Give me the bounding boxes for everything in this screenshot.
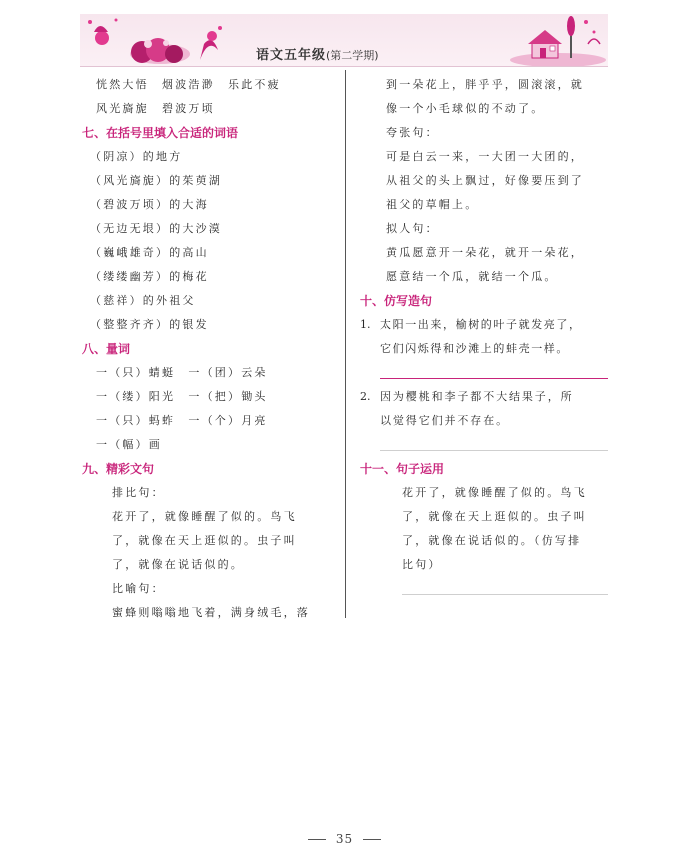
house-decoration-icon	[498, 14, 608, 66]
header-title: 语文五年级(第二学期)	[256, 48, 379, 63]
text-line: 祖父的草帽上。	[386, 198, 479, 211]
item-number: 2.	[360, 390, 371, 403]
list-item: 一（只）蜻蜓 一（团）云朵	[96, 366, 268, 379]
list-item: （整整齐齐）的银发	[90, 318, 209, 331]
page-number: 35	[335, 832, 354, 846]
text-line: 黄瓜愿意开一朵花，就开一朵花，	[386, 246, 584, 259]
flower-decoration-icon	[80, 14, 230, 66]
list-item: 一（缕）阳光 一（把）锄头	[96, 390, 268, 403]
text-line: 因为樱桃和李子都不大结果子，所	[380, 390, 574, 403]
answer-rule	[380, 378, 608, 379]
answer-rule	[380, 450, 608, 451]
footer-dash	[308, 839, 326, 840]
list-item: （碧波万顷）的大海	[90, 198, 209, 211]
list-item: （阴凉）的地方	[90, 150, 183, 163]
text-line: 夸张句：	[386, 126, 439, 139]
page-footer	[0, 832, 689, 846]
section-heading-11: 十一、句子运用	[360, 462, 445, 476]
text-line: 排比句：	[112, 486, 165, 499]
list-item: （无边无垠）的大沙漠	[90, 222, 222, 235]
list-item: （风光旖旎）的茱萸湖	[90, 174, 222, 187]
section-heading-9: 九、精彩文句	[82, 462, 155, 476]
footer-dash	[363, 839, 381, 840]
text-line: 它们闪烁得和沙滩上的蚌壳一样。	[380, 342, 569, 355]
text-line: 蜜蜂则嗡嗡地飞着，满身绒毛，落	[112, 606, 310, 619]
text-line: 比喻句：	[112, 582, 165, 595]
text-line: 风光旖旎 碧波万顷	[96, 102, 215, 115]
text-line: 太阳一出来，榆树的叶子就发亮了，	[380, 318, 582, 331]
text-line: 像一个小毛球似的不动了。	[386, 102, 545, 115]
text-line: 愿意结一个瓜，就结一个瓜。	[386, 270, 558, 283]
text-line: 了，就像在天上逛似的。虫子叫	[402, 510, 587, 523]
text-line: 花开了，就像睡醒了似的。鸟飞	[112, 510, 297, 523]
section-heading-10: 十、仿写造句	[360, 294, 433, 308]
text-line: 从祖父的头上飘过，好像要压到了	[386, 174, 584, 187]
list-item: （慈祥）的外祖父	[90, 294, 196, 307]
text-line: 以觉得它们并不存在。	[380, 414, 509, 427]
text-line: 了，就像在天上逛似的。虫子叫	[112, 534, 297, 547]
text-line: 了，就像在说话似的。	[112, 558, 244, 571]
text-line: 花开了，就像睡醒了似的。鸟飞	[402, 486, 587, 499]
list-item: （巍峨雄奇）的高山	[90, 246, 209, 259]
text-line: 可是白云一来，一大团一大团的，	[386, 150, 584, 163]
column-divider	[345, 70, 346, 618]
text-line: 比句）	[402, 558, 442, 571]
list-item: （缕缕幽芳）的梅花	[90, 270, 209, 283]
text-line: 拟人句：	[386, 222, 439, 235]
list-item: 一（幅）画	[96, 438, 162, 451]
answer-rule	[402, 594, 608, 595]
list-item: 一（只）蚂蚱 一（个）月亮	[96, 414, 268, 427]
text-line: 恍然大悟 烟波浩渺 乐此不疲	[96, 78, 281, 91]
text-line: 到一朵花上，胖乎乎，圆滚滚，就	[386, 78, 584, 91]
section-heading-7: 七、在括号里填入合适的词语	[82, 126, 239, 140]
section-heading-8: 八、量词	[82, 342, 131, 356]
item-number: 1.	[360, 318, 371, 331]
page-header	[80, 14, 608, 67]
text-line: 了，就像在说话似的。（仿写排	[402, 534, 582, 547]
